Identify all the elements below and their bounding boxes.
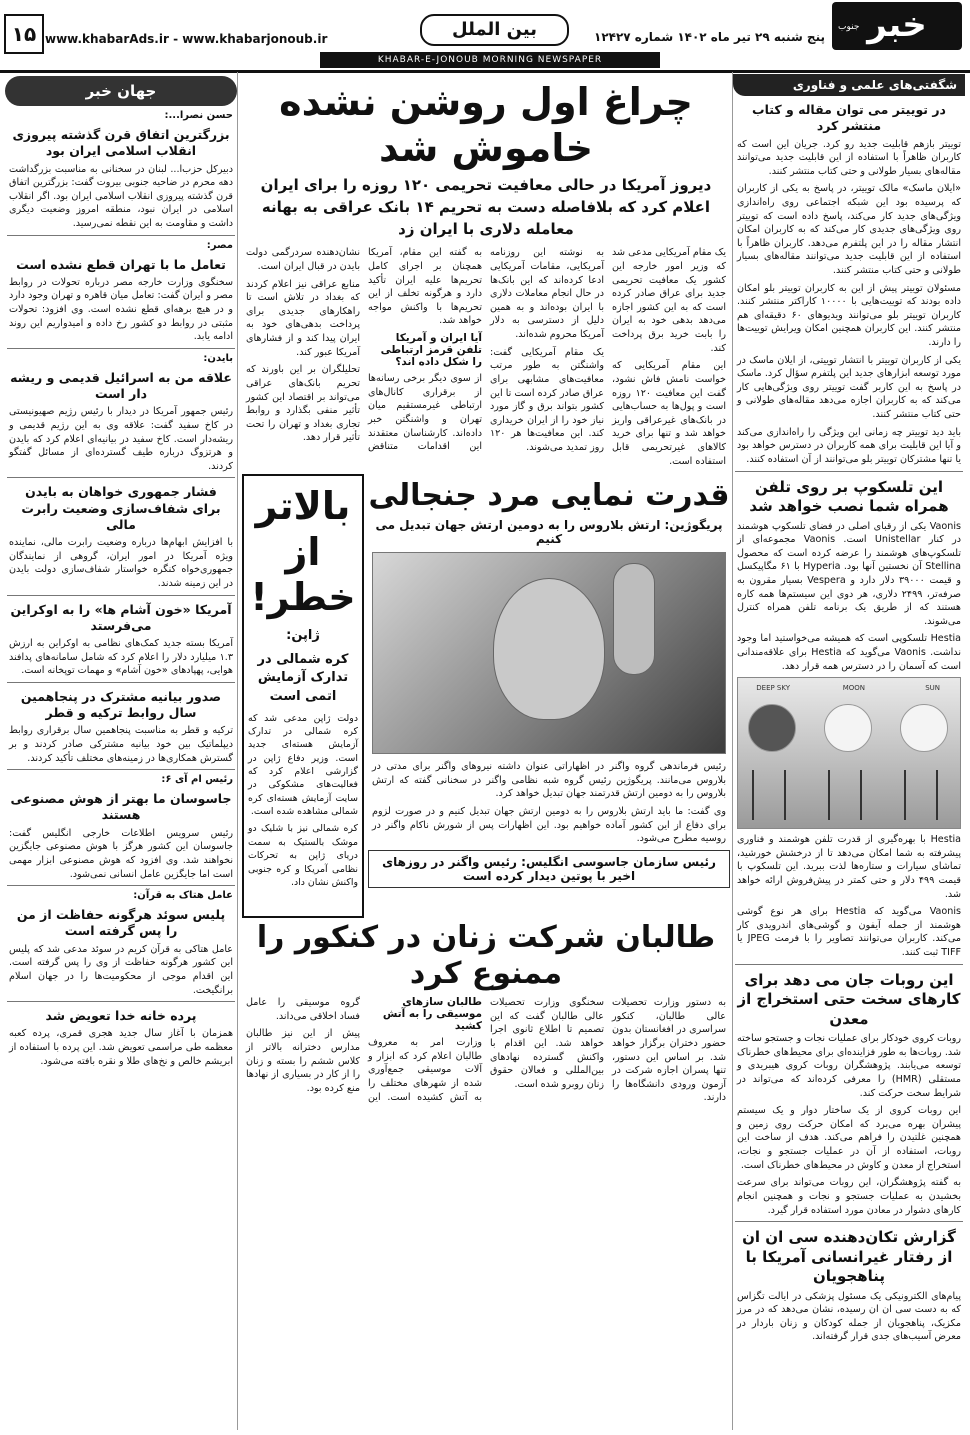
cnn-report-p1: پیام‌های الکترونیکی یک مسئول پزشکی در ایالت تگزاس که به دست سی ان ان رسیده، نشان می‌دهد که در مرز مکزیک، پناهجویان از جمله کودکان و زنان باردار در معرض آسیب‌های جدی قرار گرفته‌اند. bbox=[737, 1290, 961, 1343]
deep-sky-disc-icon bbox=[748, 704, 796, 752]
nasrallah-body: دبیرکل حزب‌ا... لبنان در سخنانی به مناسبت بزرگداشت دهه محرم در ضاحیه جنوبی بیروت گفت: بزرگترین اتفاق قرن گذشته پیروزی انقلاب اسلامی ایران بود. اگر انقلاب اسلامی در ایران نبود، منطقه امروز وضعیت دیگری داشت و مقاومت به این نقطه نمی‌رسید. bbox=[9, 163, 233, 229]
divider bbox=[7, 595, 235, 596]
egypt-kicker: مصر: bbox=[206, 239, 233, 251]
north-korea-kicker: ژاپن: bbox=[286, 627, 320, 643]
newspaper-logo bbox=[832, 2, 962, 50]
wagner-p2: وی گفت: ما باید ارتش بلاروس را به دومین ارتش جهان تبدیل کنیم و در صورت لزوم برای دفاع از این کشور آماده خواهیم بود. این اظهارات پس از شورش ناکام واگنر در روسیه مطرح می‌شود. bbox=[372, 806, 726, 845]
biden-kicker: بایدن: bbox=[203, 352, 233, 364]
north-korea-p1: دولت ژاپن مدعی شد که کره شمالی در تدارک آزمایش هسته‌ای جدید است. وزیر دفاع ژاپن در گزارشی اعلام کرد که فعالیت‌های مشکوکی در سایت آزمایش هسته‌ای کره شمالی مشاهده شده است. bbox=[248, 712, 358, 818]
taliban-p2: سخنگوی وزارت تحصیلات عالی طالبان گفت که این تصمیم تا اطلاع ثانوی اجرا خواهد شد. این اقدام با واکنش گسترده نهادهای بین‌المللی و فعالان حقوق زنان روبرو شده است. bbox=[490, 997, 604, 1090]
robot-article-title: این روبات‌ جان می دهد برای کارهای سخت حتی استخراج از معدن bbox=[737, 970, 961, 1028]
english-banner: KHABAR-E-JONOUB MORNING NEWSPAPER bbox=[320, 52, 660, 68]
egypt-title: تعامل ما با تهران قطع نشده است bbox=[16, 256, 226, 272]
taliban-headline: طالبان شرکت زنان در کنکور را ممنوع کرد bbox=[256, 920, 716, 992]
twitter-article-p4: یکی از کاربران توییتر با انتشار توییتی، از ایلان ماسک در مورد توسعه ابزارهای جدید این پلتفرم سؤال کرد. ماسک در پاسخ به این کاربر گفت توییتر روی ویژگی‌هایی کار می‌کند که به کاربران اجازه می‌دهد مقاله‌های طولانی و حتی کتاب منتشر کنند. bbox=[737, 354, 961, 421]
moon-disc-icon bbox=[824, 704, 872, 752]
main-body-p7: منابع عراقی نیز اعلام کردند که بغداد در تلاش است تا راهکارهای جدیدی برای پرداخت بدهی‌های خود به ایران پیدا کند و از فشارهای آمریکا عبور کند. bbox=[246, 278, 360, 358]
world-news-tag: جهان خبر bbox=[5, 76, 237, 106]
telescope-tripod-icon bbox=[828, 770, 862, 820]
main-article-body bbox=[242, 246, 730, 468]
photo-label-moon: MOON bbox=[842, 684, 865, 693]
biden-body: رئیس جمهور آمریکا در دیدار با رئیس رژیم صهیونیستی در کاخ سفید گفت: علاقه وی به این رژیم قدیمی و ریشه‌دار است. کاخ سفید در بیانیه‌ای اعلام کرد که بایدن و هرتزوگ درباره طیف گسترده‌ای از مسائل گفتگو کردند. bbox=[9, 406, 233, 472]
main-headline: چراغ اول روشن نشده خاموش شد bbox=[279, 80, 693, 170]
sun-disc-icon bbox=[900, 704, 948, 752]
middle-block bbox=[242, 474, 730, 914]
science-column bbox=[732, 72, 965, 1430]
telescope-photo bbox=[737, 677, 961, 829]
logo-text: خبر bbox=[867, 5, 927, 45]
raised-hand-shape bbox=[613, 563, 655, 675]
telescope-article-p4: Vaonis می‌گوید که Hestia برای هر نوع گوشی هوشمند از جمله آیفون و گوشی‌های اندرویدی کار می‌کند. کاربران می‌توانند تصاویر را با فرمت JPEG یا TIFF ثبت کنند. bbox=[737, 906, 961, 959]
mi6-title: جاسوسان ما بهتر از هوش مصنوعی هستند bbox=[10, 791, 232, 823]
masthead bbox=[0, 0, 970, 73]
cnn-report-title: گزارش تکان‌دهنده سی ان ان از رفتار غیرانسانی آمریکا با پناهجویان bbox=[742, 1228, 956, 1286]
taliban-story bbox=[242, 920, 730, 1105]
divider bbox=[735, 964, 963, 965]
robert-malley-body: با افزایش ابهام‌ها درباره وضعیت رابرت مالی، نماینده ویژه آمریکا در امور ایران، گروهی از نمایندگان جمهوری‌خواه کنگره خواستار شفاف‌سازی دولت بایدن در این زمینه شدند. bbox=[9, 537, 233, 589]
divider bbox=[735, 1221, 963, 1222]
ukraine-aid-title: آمریکا «خون آشام ها» را به اوکراین می‌فرستد bbox=[10, 601, 232, 633]
mi6-body: رئیس سرویس اطلاعات خارجی انگلیس گفت: جاسوسان این کشور هرگز با هوش مصنوعی جایگزین نخواهند شد. وی افزود که هوش مصنوعی ابزار مهمی است اما جایگزین عامل انسانی نمی‌شود. bbox=[9, 827, 233, 880]
egypt-body: سخنگوی وزارت خارجه مصر درباره تحولات در روابط مصر و ایران گفت: تعامل میان قاهره و تهران وجود دارد و در هیچ برهه‌ای قطع نشده است. وی افزود: تحولات مثبتی در روابط دو کشور رخ داده و امیدواریم این روند ادامه یابد. bbox=[9, 276, 233, 343]
turkey-qatar-title: صدور بیانیه مشترک در پنجاهمین سال روابط ترکیه و قطر bbox=[20, 688, 222, 721]
photo-label-sun: SUN bbox=[925, 684, 940, 693]
taliban-p4: پیش از این نیز طالبان مدارس دخترانه بالاتر از کلاس ششم را بسته و زنان را از کار در بسیاری از نهادها منع کرده بود. bbox=[246, 1028, 360, 1094]
wagner-subhead: پریگوژین: ارتش بلاروس را به دومین ارتش جهان تبدیل می کنیم bbox=[375, 518, 723, 547]
taliban-p3: وزارت امر به معروف طالبان اعلام کرد که ابزار و آلات موسیقی جمع‌آوری شده از شهرهای مختلف را به آتش کشیده است. این گروه موسیقی را عامل فساد اخلاقی می‌داند. bbox=[246, 997, 482, 1103]
sweden-body: عامل هتاکی به قرآن کریم در سوئد مدعی شد که پلیس این کشور هرگونه حفاظت از وی را پس گرفته است. این اقدام موجی از محکومیت‌ها را در جهان اسلام برانگیخت. bbox=[9, 943, 233, 996]
wagner-story bbox=[368, 474, 730, 892]
twitter-article-p5: باید دید توییتر چه زمانی این ویژگی را راه‌اندازی می‌کند و آیا این قابلیت برای همه کاربران در دسترس خواهد بود یا تنها مشترکان توییتر بلو می‌توانند از آن استفاده کنند. bbox=[737, 426, 961, 465]
world-news-column bbox=[5, 72, 238, 1430]
robot-article-p2: این روبات کروی از یک ساختار دوار و یک سیستم پیشران بهره می‌برد که امکان حرکت روی زمین و همچنین غلتیدن را فراهم می‌کند. هدف از ساخت این روبات، استفاده از آن در عملیات جستجو و نجات، استخراج از معدن و کاوش در محیط‌های خطرناک است. bbox=[737, 1105, 961, 1171]
sweden-title: پلیس سوئد هرگونه حفاظت از من را پس گرفته است bbox=[16, 907, 226, 939]
prigozhin-photo bbox=[372, 552, 726, 754]
north-korea-box bbox=[242, 474, 364, 918]
divider bbox=[735, 471, 963, 472]
main-body-p3: به نوشته این روزنامه آمریکایی، مقامات آمریکایی ادعا کرده‌اند که این بانک‌ها در حال انجام معاملات دلاری با ایران بوده‌اند و به همین دلیل از دسترسی به دلار آمریکا محروم شده‌اند. bbox=[490, 247, 604, 341]
main-subheading: آیا ایران و آمریکا تلفن قرمز ارتباطی را شکل داده اند؟ bbox=[380, 332, 482, 369]
taliban-music-subhead: طالبان سازهای موسیقی را به آتش کشید bbox=[382, 996, 482, 1033]
mi6-kicker: رئیس ام آی ۶: bbox=[161, 774, 233, 786]
main-subhead: دیروز آمریکا در حالی معافیت تحریمی ۱۲۰ روزه را برای ایران اعلام کرد که بلافاصله دست به تحریم ۱۴ بانک عراقی به بهانه معامله دلاری با ایران زد bbox=[260, 176, 712, 238]
wagner-headline: قدرت نمایی مرد جنجالی bbox=[368, 478, 730, 514]
telescope-article-p3: Hestia با بهره‌گیری از قدرت تلفن هوشمند و فناوری پیشرفته به شما امکان می‌دهد تا از درخشش خورشید، تماشای سیارات و ستاره‌ها لذت ببرید. این تلسکوپ با قیمت ۴۹۹ دلار و حتی کمتر در پیش‌فروش ارائه خواهد شد. bbox=[737, 834, 961, 900]
north-korea-headline: بالاتر از خطر! bbox=[250, 484, 356, 620]
section-title: بین الملل bbox=[420, 14, 569, 46]
nasrallah-title: بزرگترین اتفاق قرن گذشته پیروزی انقلاب اسلامی ایران بود bbox=[12, 127, 230, 159]
twitter-article-p2: «ایلان ماسک» مالک توییتر، در پاسخ به یکی از کاربران که پرسیده بود این شبکه اجتماعی روی راه‌اندازی ویژگی‌های جدید کار می‌کند، پاسخ داده است که توییتر روی ویژگی‌های جدیدی کار می‌کند که به کاربران امکان انتشار مقاله را در این پلتفرم می‌دهد. کاربران ظاهراً با استفاده از این قابلیت جدید می‌توانند مقاله‌های بسیار طولانی و حتی کتاب منتشر کنند. bbox=[737, 183, 961, 276]
website-urls: www.khabarAds.ir - www.khabarjonoub.ir bbox=[45, 32, 328, 46]
divider bbox=[7, 348, 235, 349]
telescope-article-title: این تلسکوپ بر روی تلفن همراه شما نصب خواهد شد bbox=[749, 477, 949, 516]
ukraine-aid-body: آمریکا بسته جدید کمک‌های نظامی به اوکراین به ارزش ۱.۳ میلیارد دلار را اعلام کرد که شامل سامانه‌های پدافند هوایی، پهپادهای «خون آشام» و مهمات توپخانه است. bbox=[9, 638, 233, 677]
wagner-p1: رئیس فرماندهی گروه واگنر در اظهاراتی عنوان داشته نیروهای واگنر برای مدتی در بلاروس می‌مانند. پریگوژین رئیس گروه شبه نظامی واگنر در سخنانی گفته که ارتش بلاروس را به دومین ارتش قدرتمند جهان تبدیل خواهد کرد. bbox=[372, 761, 726, 800]
sweden-kicker: عامل هتاک به قرآن: bbox=[133, 890, 233, 902]
logo-small-text: جنوب bbox=[838, 22, 860, 32]
divider bbox=[7, 1001, 235, 1002]
main-body-p1: یک مقام آمریکایی مدعی شد که وزیر امور خارجه این کشور یک معافیت تحریمی جدید برای عراق صادر کرده است که به این کشور اجازه می‌دهد بدهی خود به ایران را بابت خرید برق پرداخت کند. bbox=[612, 247, 726, 354]
science-section-tag: شگفتی‌های علمی و فناوری bbox=[733, 74, 965, 96]
turkey-qatar-body: ترکیه و قطر به مناسبت پنجاهمین سال برقراری روابط دیپلماتیک بین خود بیانیه مشترکی صادر کردند و بر گسترش همکاری‌ها در زمینه‌های مختلف تأکید کردند. bbox=[9, 725, 233, 764]
taliban-p1: به دستور وزارت تحصیلات عالی طالبان، کنکور سراسری در افغانستان بدون حضور دختران برگزار خواهد شد. بر اساس این دستور، تنها پسران اجازه شرکت در آزمون ورودی دانشگاه‌ها را دارند. bbox=[612, 997, 726, 1104]
twitter-article-title: در توییتر می توان مقاله و کتاب منتشر کرد bbox=[752, 102, 946, 134]
main-body-p4: از سوی دیگر برخی رسانه‌ها از برقراری کانال‌های ارتباطی غیرمستقیم میان تهران و واشنگتن خبر داده‌اند. کارشناسان معتقدند این اقدامات متناقض نشان‌دهنده سردرگمی دولت بایدن در قبال ایران است. bbox=[246, 247, 482, 453]
main-body-p5: یک مقام آمریکایی گفت: واشنگتن به طور مرتب معافیت‌های مشابهی برای عراق صادر کرده است تا این کشور بتواند برق و گاز مورد نیاز خود را از ایران خریداری کند. این معافیت‌ها هر ۱۲۰ روز تمدید می‌شوند. bbox=[490, 346, 604, 453]
face-shape bbox=[493, 578, 605, 720]
issue-line: پنج شنبه ۲۹ تیر ماه ۱۴۰۲ شماره ۱۲۴۲۷ bbox=[594, 30, 825, 44]
robot-article-p1: روبات کروی خودکار برای عملیات نجات و جستجو ساخته شد. روبات‌ها به طور فزاینده‌ای برای محیط‌های خطرناک توسعه می‌یابند. پژوهشگران روبات کروی هیبریدی و مستقلی (HMR) را معرفی کرده‌اند که می‌تواند در شرایط سخت حرکت کند. bbox=[737, 1033, 961, 1099]
telescope-article-p1: Vaonis یکی از رقبای اصلی در فضای تلسکوپ هوشمند در کنار Unistellar است. Vaonis مجموعه‌ای از تلسکوپ‌های هوشمند را عرضه کرده است که محصول Stellina آن نخستین آنها بود. Hyperia با ۶۱ مگاپیکسل و قیمت ۳۹۰۰۰ دلار دارد و Vespera بسیار مقرون به صرفه‌تر، ۲۴۹۹ دلاری، هر دوی این سیستم‌ها همه کاره هستند که از طریق یک برنامه تلفن همراه کنترل می‌شوند. bbox=[737, 520, 962, 627]
telescope-article-p2: Hestia تلسکوپی است که همیشه می‌خواستید اما وجود نداشت. Vaonis می‌گوید که Hestia برای علاقه‌مندانی است که آسمان را در دسترس همه قرار دهد. bbox=[737, 633, 961, 672]
robert-malley-title: فشار جمهوری خواهان به بایدن برای شفاف‌سازی وضعیت رابرت مالی bbox=[21, 484, 221, 532]
main-body-p6: به گفته این مقام، آمریکا همچنان بر اجرای کامل تحریم‌ها علیه ایران تأکید دارد و هرگونه تخلف از این تحریم‌ها با واکنش مواجه خواهد شد. bbox=[368, 247, 482, 327]
divider bbox=[7, 682, 235, 683]
twitter-article-p3: مسئولان توییتر پیش از این به کاربران توییتر بلو امکان داده بودند که توییت‌هایی با ۱۰۰۰۰ کاراکتر منتشر کنند. کاربران توییتر بلو می‌توانند ویدیوهای ۶۰ دقیقه‌ای هم منتشر کنند. این کاربران همچنین امکان ویرایش توییت‌ها را دارند. bbox=[737, 282, 962, 349]
north-korea-p2: کره شمالی نیز با شلیک دو موشک بالستیک به سمت دریای ژاپن به تحرکات نظامی آمریکا و کره جنوبی واکنش نشان داد. bbox=[248, 823, 358, 888]
nasrallah-kicker: حسن نصرا...: bbox=[164, 110, 233, 121]
kaaba-body: همزمان با آغاز سال جدید هجری قمری، پرده کعبه معظمه طی مراسمی تعویض شد. این پرده با استفاده از ابریشم خالص و نخ‌های طلا و نقره بافته می‌شود. bbox=[9, 1028, 233, 1067]
biden-title: علاقه من به اسرائیل قدیمی و ریشه دار است bbox=[10, 369, 232, 402]
divider bbox=[7, 769, 235, 770]
wagner-pullquote: رئیس سازمان جاسوسی انگلیس: رئیس واگنر در روزهای اخیر با پوتین دیدار کرده است bbox=[368, 850, 730, 888]
robot-article-p3: به گفته پژوهشگران، این روبات می‌تواند برای سرعت بخشیدن به عملیات جستجو و نجات و همچنین انجام کارهای دشوار در معادن مورد استفاده قرار گیرد. bbox=[737, 1177, 961, 1216]
taliban-body bbox=[242, 996, 730, 1105]
main-body-p2: این مقام آمریکایی که خواست نامش فاش نشود، گفت این معافیت ۱۲۰ روزه است و پول‌ها به حساب‌هایی در بانک‌های غیرعراقی واریز خواهد شد و تنها برای خرید کالاهای غیرتحریمی قابل استفاده است. bbox=[612, 360, 726, 467]
twitter-article-p1: توییتر بازهم قابلیت جدید رو کرد. جریان این است که کاربران ظاهراً با استفاده از این قابلیت جدید می‌توانند مقاله‌های بسیار طولانی و حتی کتاب منتشر کنند. bbox=[737, 138, 961, 177]
divider bbox=[7, 235, 235, 236]
kaaba-title: پرده خانه خدا تعویض شد bbox=[45, 1008, 197, 1024]
telescope-tripod-icon bbox=[752, 770, 786, 820]
divider bbox=[7, 885, 235, 886]
main-body-p8: تحلیلگران بر این باورند که تحریم بانک‌های عراقی می‌تواند بر اقتصاد این کشور تأثیر منفی بگذارد و روابط تجاری بغداد و تهران را تحت تأثیر قرار دهد. bbox=[246, 364, 360, 444]
photo-label-deep-sky: DEEP SKY bbox=[756, 684, 790, 693]
telescope-tripod-icon bbox=[904, 770, 938, 820]
page-number: ۱۵ bbox=[4, 14, 44, 54]
main-stories bbox=[242, 72, 730, 1430]
divider bbox=[7, 477, 235, 478]
north-korea-subhead: کره شمالی در تدارک آزمایش اتمی است bbox=[257, 652, 349, 704]
